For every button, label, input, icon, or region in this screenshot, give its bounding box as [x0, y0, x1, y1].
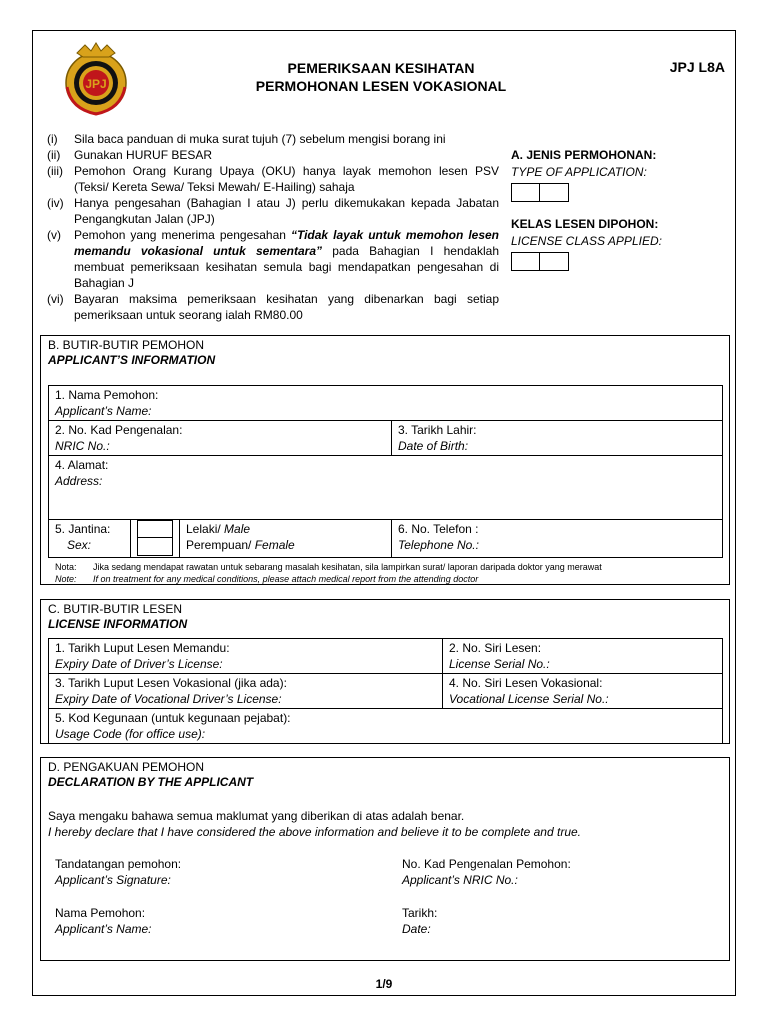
nric-label: 2. No. Kad Pengenalan:: [55, 423, 183, 437]
section-b-title-en: APPLICANT’S INFORMATION: [48, 353, 216, 367]
phone-label-en: Telephone No.:: [398, 538, 479, 552]
instruction-text: Gunakan HURUF BESAR: [74, 148, 213, 162]
instruction-item: [47, 227, 499, 291]
license-expiry-label: 1. Tarikh Luput Lesen Memandu:: [55, 641, 230, 655]
note-text: Jika sedang mendapat rawatan untuk sebarang masalah kesihatan, sila lampirkan surat/ laporan daripada doktor yang merawat: [93, 562, 602, 572]
license-class-box-2[interactable]: [540, 252, 569, 271]
nric-label-en: NRIC No.:: [55, 439, 110, 453]
sex-checkbox-cell: [131, 520, 180, 558]
applicant-nric-label: No. Kad Pengenalan Pemohon:: [402, 857, 571, 871]
sex-label-cell: [49, 520, 131, 558]
section-c-title: C. BUTIR-BUTIR LESEN: [48, 602, 183, 616]
vocational-expiry-field[interactable]: [49, 674, 443, 709]
license-serial-field[interactable]: [443, 639, 723, 674]
section-a-title-en: TYPE OF APPLICATION:: [511, 165, 647, 179]
instruction-text: Hanya pengesahan (Bahagian I atau J) perlu dikemukakan kepada Jabatan Pengangkutan Jalan (JPJ): [74, 196, 499, 226]
signature-label: Tandatangan pemohon:: [55, 857, 182, 871]
section-a: [511, 147, 731, 271]
declaration-name-label-en: Applicant’s Name:: [55, 922, 152, 936]
application-type-box-2[interactable]: [540, 183, 569, 202]
declaration-name-label: Nama Pemohon:: [55, 906, 146, 920]
vocational-expiry-label: 3. Tarikh Luput Lesen Vokasional (jika ada):: [55, 676, 287, 690]
female-label-en: Female: [254, 538, 295, 552]
instruction-num: (i): [47, 132, 58, 146]
female-checkbox[interactable]: [137, 538, 173, 556]
phone-field[interactable]: [392, 520, 723, 558]
instruction-num: (ii): [47, 148, 61, 162]
address-field[interactable]: [49, 456, 723, 520]
male-label: Lelaki/: [186, 522, 225, 536]
note-line-ms: [55, 561, 602, 573]
license-expiry-label-en: Expiry Date of Driver’s License:: [55, 657, 223, 671]
instruction-item: [47, 291, 499, 323]
instruction-text-c: pada Bahagian I hendaklah membuat pemeriksaan kesihatan semula bagi mendapatkan pengesahan di Bahagian J: [74, 244, 499, 290]
vocational-serial-label: 4. No. Siri Lesen Vokasional:: [449, 676, 603, 690]
declaration-date-label-en: Date:: [402, 922, 431, 936]
note-line-en: [55, 573, 602, 585]
declaration-text-en: I hereby declare that I have considered the above information and believe it to be complete and true.: [48, 825, 582, 839]
applicant-nric-field[interactable]: [402, 856, 571, 888]
section-c-title-en: LICENSE INFORMATION: [48, 617, 188, 631]
instruction-num: (vi): [47, 292, 64, 306]
section-d: [40, 757, 730, 961]
form-page: [32, 30, 736, 996]
applicant-name-field[interactable]: [49, 386, 723, 421]
medical-note: [55, 561, 602, 585]
page-number: 1/9: [375, 977, 393, 991]
license-serial-label-en: License Serial No.:: [449, 657, 550, 671]
title-line-1: PEMERIKSAAN KESIHATAN: [287, 60, 475, 76]
instruction-text: Pemohon Orang Kurang Upaya (OKU) hanya layak memohon lesen PSV (Teksi/ Kereta Sewa/ Teksi Mewah/ E-Hailing) sahaja: [74, 164, 499, 194]
section-d-title-en: DECLARATION BY THE APPLICANT: [48, 775, 254, 789]
dob-label-en: Date of Birth:: [398, 439, 469, 453]
phone-label: 6. No. Telefon :: [398, 522, 479, 536]
instruction-num: (iv): [47, 196, 64, 210]
section-b-title: B. BUTIR-BUTIR PEMOHON: [48, 338, 205, 352]
applicant-name-label-en: Applicant’s Name:: [55, 404, 152, 418]
applicant-nric-label-en: Applicant’s NRIC No.:: [402, 873, 518, 887]
note-label-en: Note:: [55, 574, 77, 584]
note-label: Nota:: [55, 562, 77, 572]
instruction-num: (v): [47, 228, 61, 242]
male-option: [186, 521, 385, 537]
section-c: [40, 599, 730, 744]
address-label-en: Address:: [55, 474, 103, 488]
license-class-box-1[interactable]: [511, 252, 540, 271]
dob-label: 3. Tarikh Lahir:: [398, 423, 477, 437]
signature-field[interactable]: [55, 856, 181, 888]
instruction-text-a: Pemohon yang menerima pengesahan: [74, 228, 291, 242]
usage-code-label-en: Usage Code (for office use):: [55, 727, 206, 741]
male-label-en: Male: [224, 522, 251, 536]
vocational-serial-label-en: Vocational License Serial No.:: [449, 692, 609, 706]
declaration-text: Saya mengaku bahawa semua maklumat yang diberikan di atas adalah benar.: [48, 809, 465, 823]
license-class-boxes: [511, 252, 731, 271]
logo-text: JPJ: [85, 77, 107, 91]
section-d-header: [48, 760, 253, 790]
license-serial-label: 2. No. Siri Lesen:: [449, 641, 542, 655]
sex-label: 5. Jantina:: [55, 522, 111, 536]
instruction-item: [47, 195, 499, 227]
usage-code-field[interactable]: [49, 709, 723, 744]
jpj-logo: [57, 39, 135, 117]
application-type-boxes: [511, 183, 731, 202]
sex-options-cell: [180, 520, 392, 558]
section-c-header: [48, 602, 187, 632]
instruction-num: (iii): [47, 164, 63, 178]
declaration-date-field[interactable]: [402, 905, 437, 937]
declaration-statement: [48, 808, 581, 840]
vocational-expiry-label-en: Expiry Date of Vocational Driver’s License:: [55, 692, 282, 706]
application-type-box-1[interactable]: [511, 183, 540, 202]
instruction-item: [47, 131, 499, 147]
title-line-2: PERMOHONAN LESEN VOKASIONAL: [255, 78, 507, 94]
note-text-en: If on treatment for any medical conditions, please attach medical report from the attending doctor: [93, 574, 479, 584]
vocational-serial-field[interactable]: [443, 674, 723, 709]
female-option: [186, 537, 385, 553]
license-class-label-en: LICENSE CLASS APPLIED:: [511, 234, 662, 248]
nric-field[interactable]: [49, 421, 392, 456]
instruction-text-b: “Tidak layak untuk memohon lesen memandu vokasional untuk sementara”: [74, 228, 499, 258]
declaration-name-field[interactable]: [55, 905, 152, 937]
declaration-date-label: Tarikh:: [402, 906, 438, 920]
section-d-title: D. PENGAKUAN PEMOHON: [48, 760, 205, 774]
license-expiry-field[interactable]: [49, 639, 443, 674]
female-label: Perempuan/: [186, 538, 255, 552]
section-b-header: [48, 338, 215, 368]
instruction-text: Sila baca panduan di muka surat tujuh (7) sebelum mengisi borang ini: [74, 132, 446, 146]
signature-label-en: Applicant’s Signature:: [55, 873, 171, 887]
instruction-text: Bayaran maksima pemeriksaan kesihatan yang dibenarkan bagi setiap pemeriksaan untuk seorang ialah RM80.00: [74, 292, 499, 322]
form-title: [153, 59, 609, 95]
instructions-list: [47, 131, 499, 323]
section-a-title: A. JENIS PERMOHONAN:: [511, 148, 657, 162]
instruction-text: [74, 227, 499, 291]
section-b: [40, 335, 730, 585]
usage-code-label: 5. Kod Kegunaan (untuk kegunaan pejabat):: [55, 711, 291, 725]
sex-label-en: Sex:: [67, 538, 92, 552]
applicant-info-table: [48, 385, 723, 558]
male-checkbox[interactable]: [137, 520, 173, 538]
dob-field[interactable]: [392, 421, 723, 456]
license-info-table: [48, 638, 723, 744]
form-code: JPJ L8A: [669, 59, 725, 75]
applicant-name-label: 1. Nama Pemohon:: [55, 388, 159, 402]
license-class-label: KELAS LESEN DIPOHON:: [511, 217, 659, 231]
instruction-item: [47, 147, 499, 163]
instruction-item: [47, 163, 499, 195]
address-label: 4. Alamat:: [55, 458, 109, 472]
